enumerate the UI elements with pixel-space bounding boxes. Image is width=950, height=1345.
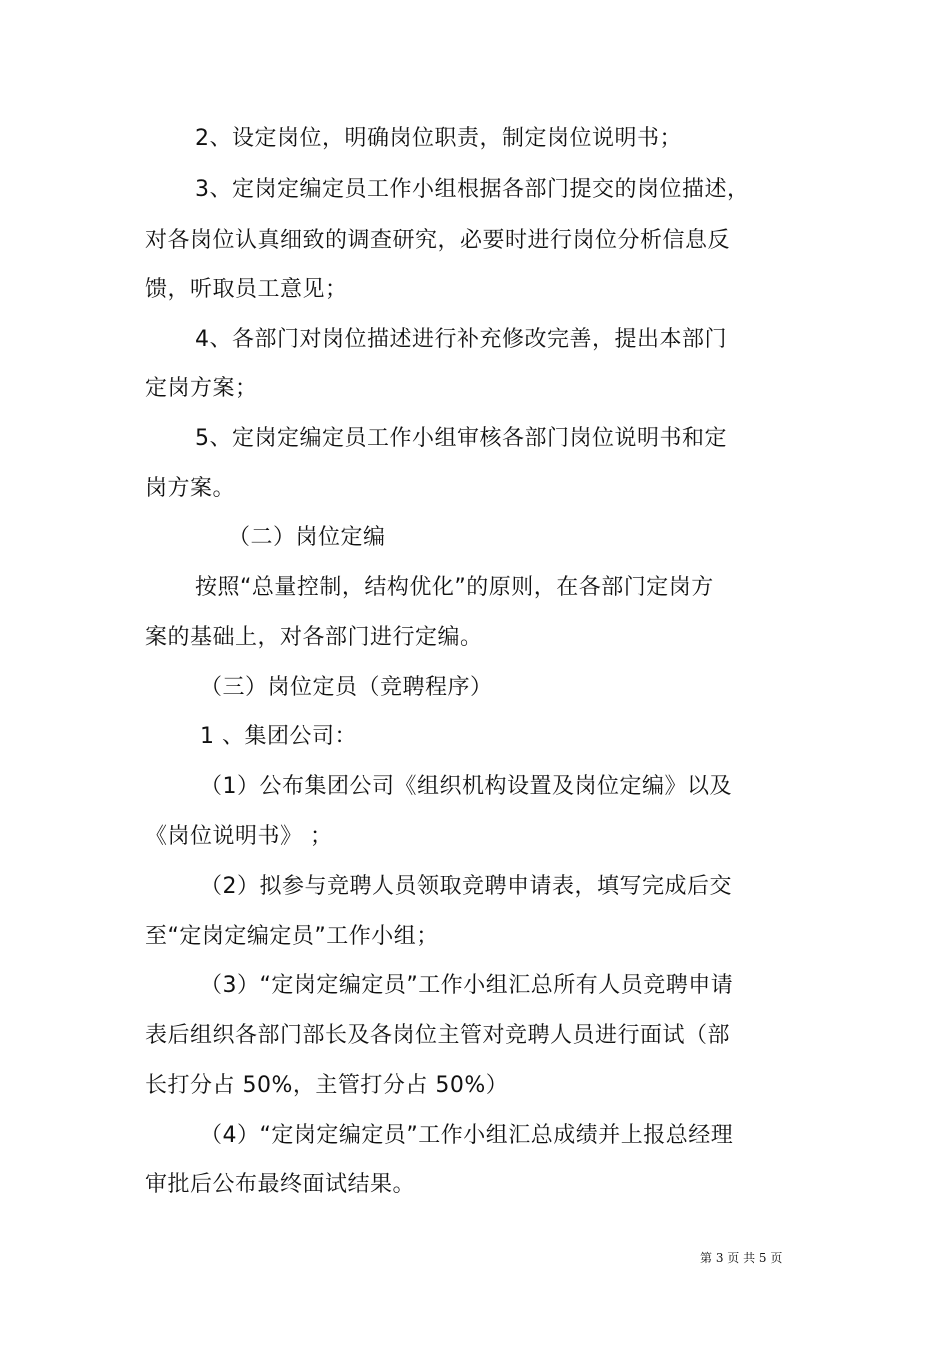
page-number: 第 3 页 共 5 页 bbox=[700, 1251, 783, 1265]
paragraph-line: 对各岗位认真细致的调查研究，必要时进行岗位分析信息反 bbox=[145, 228, 731, 253]
paragraph-line: （3）“定岗定编定员”工作小组汇总所有人员竞聘申请 bbox=[200, 973, 734, 998]
paragraph-line: 5、定岗定编定员工作小组审核各部门岗位说明书和定 bbox=[195, 426, 727, 451]
paragraph-line: 1 、集团公司： bbox=[200, 724, 357, 749]
paragraph-line: 表后组织各部门部长及各岗位主管对竞聘人员进行面试（部 bbox=[145, 1023, 731, 1048]
paragraph-line: 岗方案。 bbox=[145, 476, 236, 501]
paragraph-line: 按照“总量控制，结构优化”的原则，在各部门定岗方 bbox=[195, 575, 714, 600]
paragraph-line: 审批后公布最终面试结果。 bbox=[145, 1172, 416, 1197]
paragraph-line: 馈，听取员工意见； bbox=[145, 277, 348, 302]
paragraph-line: 2、设定岗位，明确岗位职责，制定岗位说明书； bbox=[195, 126, 682, 151]
paragraph-line: 定岗方案； bbox=[145, 376, 258, 401]
paragraph-line: （1）公布集团公司《组织机构设置及岗位定编》以及 bbox=[200, 774, 732, 799]
paragraph-line: 《岗位说明书》 ； bbox=[145, 824, 333, 849]
section-heading: （三）岗位定员（竞聘程序） bbox=[200, 675, 493, 700]
paragraph-line: 案的基础上，对各部门进行定编。 bbox=[145, 625, 483, 650]
paragraph-line: （4）“定岗定编定员”工作小组汇总成绩并上报总经理 bbox=[200, 1123, 734, 1148]
paragraph-line: 长打分占 50%，主管打分占 50%） bbox=[145, 1073, 509, 1098]
section-heading: （二）岗位定编 bbox=[228, 525, 386, 550]
paragraph-line: （2）拟参与竞聘人员领取竞聘申请表，填写完成后交 bbox=[200, 874, 732, 899]
paragraph-line: 4、各部门对岗位描述进行补充修改完善，提出本部门 bbox=[195, 327, 727, 352]
paragraph-line: 3、定岗定编定员工作小组根据各部门提交的岗位描述， bbox=[195, 177, 750, 202]
paragraph-line: 至“定岗定编定员”工作小组； bbox=[145, 924, 439, 949]
